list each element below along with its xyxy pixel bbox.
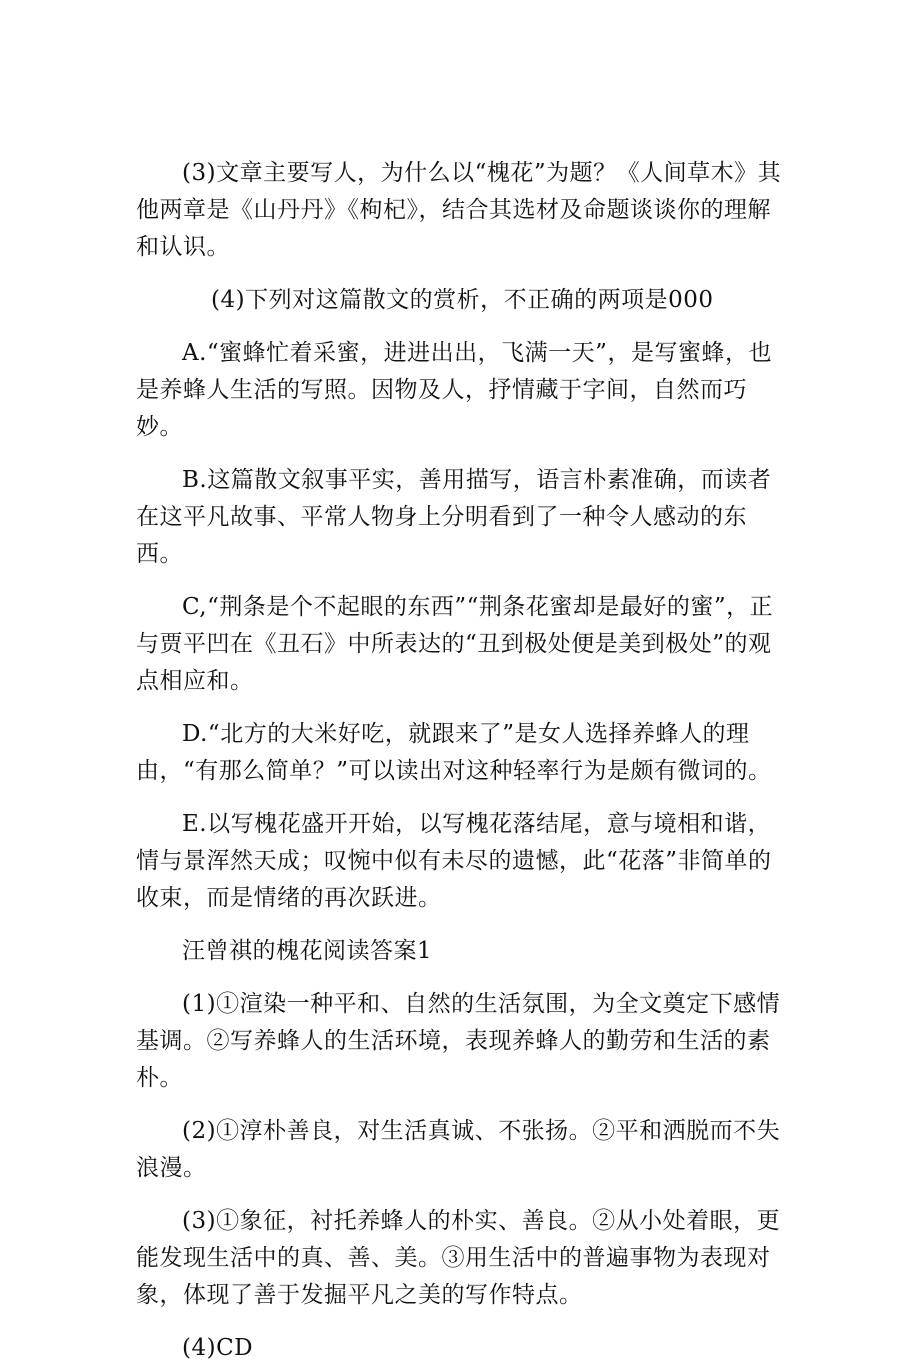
option-c: C,“荆条是个不起眼的东西”“荆条花蜜却是最好的蜜”，正与贾平凹在《丑石》中所表达的“丑到极处便是美到极处”的观点相应和。	[136, 594, 774, 694]
option-d: D.“北方的大米好吃，就跟来了”是女人选择养蜂人的理由，“有那么简单？”可以读出对这种轻率行为是颇有微词的。	[136, 721, 772, 784]
answer-heading: 汪曾祺的槐花阅读答案1	[182, 938, 433, 964]
answer-3: (3)①象征，衬托养蜂人的朴实、善良。②从小处着眼，更能发现生活中的真、善、美。③用生活中的普遍事物为表现对象，体现了善于发掘平凡之美的写作特点。	[136, 1208, 781, 1308]
answer-2: (2)①淳朴善良，对生活真诚、不张扬。②平和洒脱而不失浪漫。	[136, 1118, 781, 1181]
option-b: B.这篇散文叙事平实，善用描写，语言朴素准确，而读者在这平凡故事、平常人物身上分明看到了一种令人感动的东西。	[136, 467, 772, 567]
question-3: (3)文章主要写人，为什么以“槐花”为题？《人间草木》其他两章是《山丹丹》《枸杞》，结合其选材及命题谈谈你的理解和认识。	[136, 160, 782, 260]
question-4: (4)下列对这篇散文的赏析，不正确的两项是000	[211, 287, 714, 313]
option-a: A.“蜜蜂忙着采蜜，进进出出，飞满一天”，是写蜜蜂，也是养蜂人生活的写照。因物及人，抒情藏于字间，自然而巧妙。	[136, 340, 772, 440]
option-e: E.以写槐花盛开开始，以写槐花落结尾，意与境相和谐，情与景浑然天成；叹惋中似有未尽的遗憾，此“花落”非简单的收束，而是情绪的再次跃进。	[136, 811, 772, 911]
answer-1: (1)①渲染一种平和、自然的生活氛围，为全文奠定下感情基调。②写养蜂人的生活环境，表现养蜂人的勤劳和生活的素朴。	[136, 991, 781, 1091]
document-page	[136, 155, 786, 1367]
answer-4: (4)CD	[182, 1335, 254, 1361]
